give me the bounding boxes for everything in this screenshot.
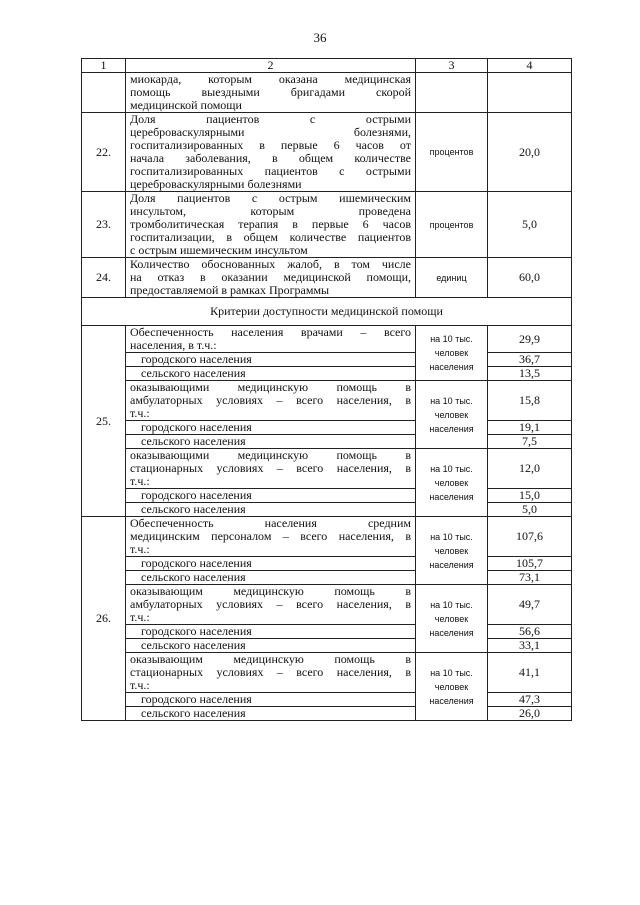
unit-cell [416,73,488,113]
table-row [82,653,572,693]
text-line: помощь выездными бригадами скорой [130,85,411,99]
table-row [82,585,572,625]
table-row [82,557,572,571]
text-line: т.ч.: [130,678,150,692]
text-line: тромболитическая терапия в первые 6 часов [130,217,411,231]
text-line: оказывающим медицинскую помощь в [130,652,411,666]
criterion-text [126,192,416,258]
row-number: 22. [82,113,126,192]
table-row [82,517,572,557]
text-line: Обеспеченность населения средним [130,516,411,530]
rural-value: 7,5 [488,435,572,449]
table-row [82,503,572,517]
value-cell: 60,0 [488,258,572,298]
row-number: 24. [82,258,126,298]
rural-value: 26,0 [488,707,572,721]
criterion-text [126,585,416,625]
urban-label: городского населения [126,353,416,367]
table-row [82,639,572,653]
header-col-4: 4 [488,59,572,73]
text-line: миокарда, которым оказана медицинская [130,72,411,86]
rural-label: сельского населения [126,503,416,517]
value-cell: 41,1 [488,653,572,693]
table-row [82,435,572,449]
value-cell: 20,0 [488,113,572,192]
urban-label: городского населения [126,421,416,435]
text-line: амбулаторных условиях – всего населения, в [130,597,411,611]
table-row [82,192,572,258]
text-line: цереброваскулярными болезнями [130,177,302,191]
urban-value: 15,0 [488,489,572,503]
table-row [82,367,572,381]
rural-value: 33,1 [488,639,572,653]
text-line: Обеспеченность населения врачами – всего [130,325,411,339]
criterion-text [126,653,416,693]
text-line: медицинским персоналом – всего населения, в [130,529,411,543]
table-row [82,258,572,298]
criterion-text [126,449,416,489]
section-title: Критерии доступности медицинской помощи [82,298,572,326]
table-row [82,707,572,721]
urban-value: 56,6 [488,625,572,639]
text-line: т.ч.: [130,406,150,420]
text-line: оказывающими медицинскую помощь в [130,448,411,462]
row-number: 26. [82,517,126,721]
criteria-table [81,58,572,721]
text-line: т.ч.: [130,474,150,488]
header-row [82,59,572,73]
rural-label: сельского населения [126,435,416,449]
criterion-text [126,73,416,113]
rural-value: 73,1 [488,571,572,585]
table-row [82,381,572,421]
table-row [82,693,572,707]
unit-cell: процентов [416,192,488,258]
table-row [82,571,572,585]
criterion-text [126,326,416,353]
text-line: оказывающими медицинскую помощь в [130,380,411,394]
text-line: госпитализированных пациентов с острыми [130,164,411,178]
rural-label: сельского населения [126,571,416,585]
rural-label: сельского населения [126,707,416,721]
urban-value: 36,7 [488,353,572,367]
rural-label: сельского населения [126,367,416,381]
table-row [82,489,572,503]
criterion-text [126,258,416,298]
value-cell: 107,6 [488,517,572,557]
row-number [82,73,126,113]
unit-cell: на 10 тыс. человек населения [416,517,488,585]
text-line: Доля пациентов с острым ишемическим [130,191,411,205]
text-line: на отказ в оказании медицинской помощи, [130,270,411,284]
unit-cell: на 10 тыс. человек населения [416,585,488,653]
text-line: оказывающим медицинскую помощь в [130,584,411,598]
text-line: стационарных условиях – всего населения, в [130,461,411,475]
section-row [82,298,572,326]
text-line: Количество обоснованных жалоб, в том числе [130,257,411,271]
criterion-text [126,517,416,557]
row-number: 25. [82,326,126,517]
text-line: предоставляемой в рамках Программы [130,283,330,297]
text-line: цереброваскулярными болезнями, [130,125,411,139]
text-line: начала заболевания, в общем количестве [130,151,411,165]
unit-cell: на 10 тыс. человек населения [416,326,488,381]
page-number: 36 [313,30,327,45]
text-line: амбулаторных условиях – всего населения, в [130,393,411,407]
text-line: инсультом, которым проведена [130,204,411,218]
value-cell: 49,7 [488,585,572,625]
text-line: госпитализации, в общем количестве пациентов [130,230,411,244]
urban-value: 19,1 [488,421,572,435]
unit-cell: процентов [416,113,488,192]
unit-cell: на 10 тыс. человек населения [416,449,488,517]
unit-cell: на 10 тыс. человек населения [416,381,488,449]
criterion-text [126,113,416,192]
table-row [82,73,572,113]
value-cell: 15,8 [488,381,572,421]
rural-value: 13,5 [488,367,572,381]
table-row [82,353,572,367]
unit-cell: на 10 тыс. человек населения [416,653,488,721]
header-col-1: 1 [82,59,126,73]
value-cell: 12,0 [488,449,572,489]
value-cell: 29,9 [488,326,572,353]
urban-value: 105,7 [488,557,572,571]
rural-label: сельского населения [126,639,416,653]
unit-cell: единиц [416,258,488,298]
table-row [82,625,572,639]
text-line: с острым ишемическим инсультом [130,243,308,257]
text-line: госпитализированных в первые 6 часов от [130,138,411,152]
value-cell: 5,0 [488,192,572,258]
text-line: стационарных условиях – всего населения, в [130,665,411,679]
urban-value: 47,3 [488,693,572,707]
criterion-text [126,381,416,421]
rural-value: 5,0 [488,503,572,517]
header-col-3: 3 [416,59,488,73]
row-number: 23. [82,192,126,258]
urban-label: городского населения [126,693,416,707]
table-row [82,113,572,192]
text-line: Доля пациентов с острыми [130,112,411,126]
text-line: населения, в т.ч.: [130,338,217,352]
text-line: медицинской помощи [130,98,242,112]
table-row [82,449,572,489]
header-col-2: 2 [126,59,416,73]
table-row [82,326,572,353]
text-line: т.ч.: [130,542,150,556]
value-cell [488,73,572,113]
urban-label: городского населения [126,557,416,571]
urban-label: городского населения [126,625,416,639]
table-row [82,421,572,435]
urban-label: городского населения [126,489,416,503]
text-line: т.ч.: [130,610,150,624]
